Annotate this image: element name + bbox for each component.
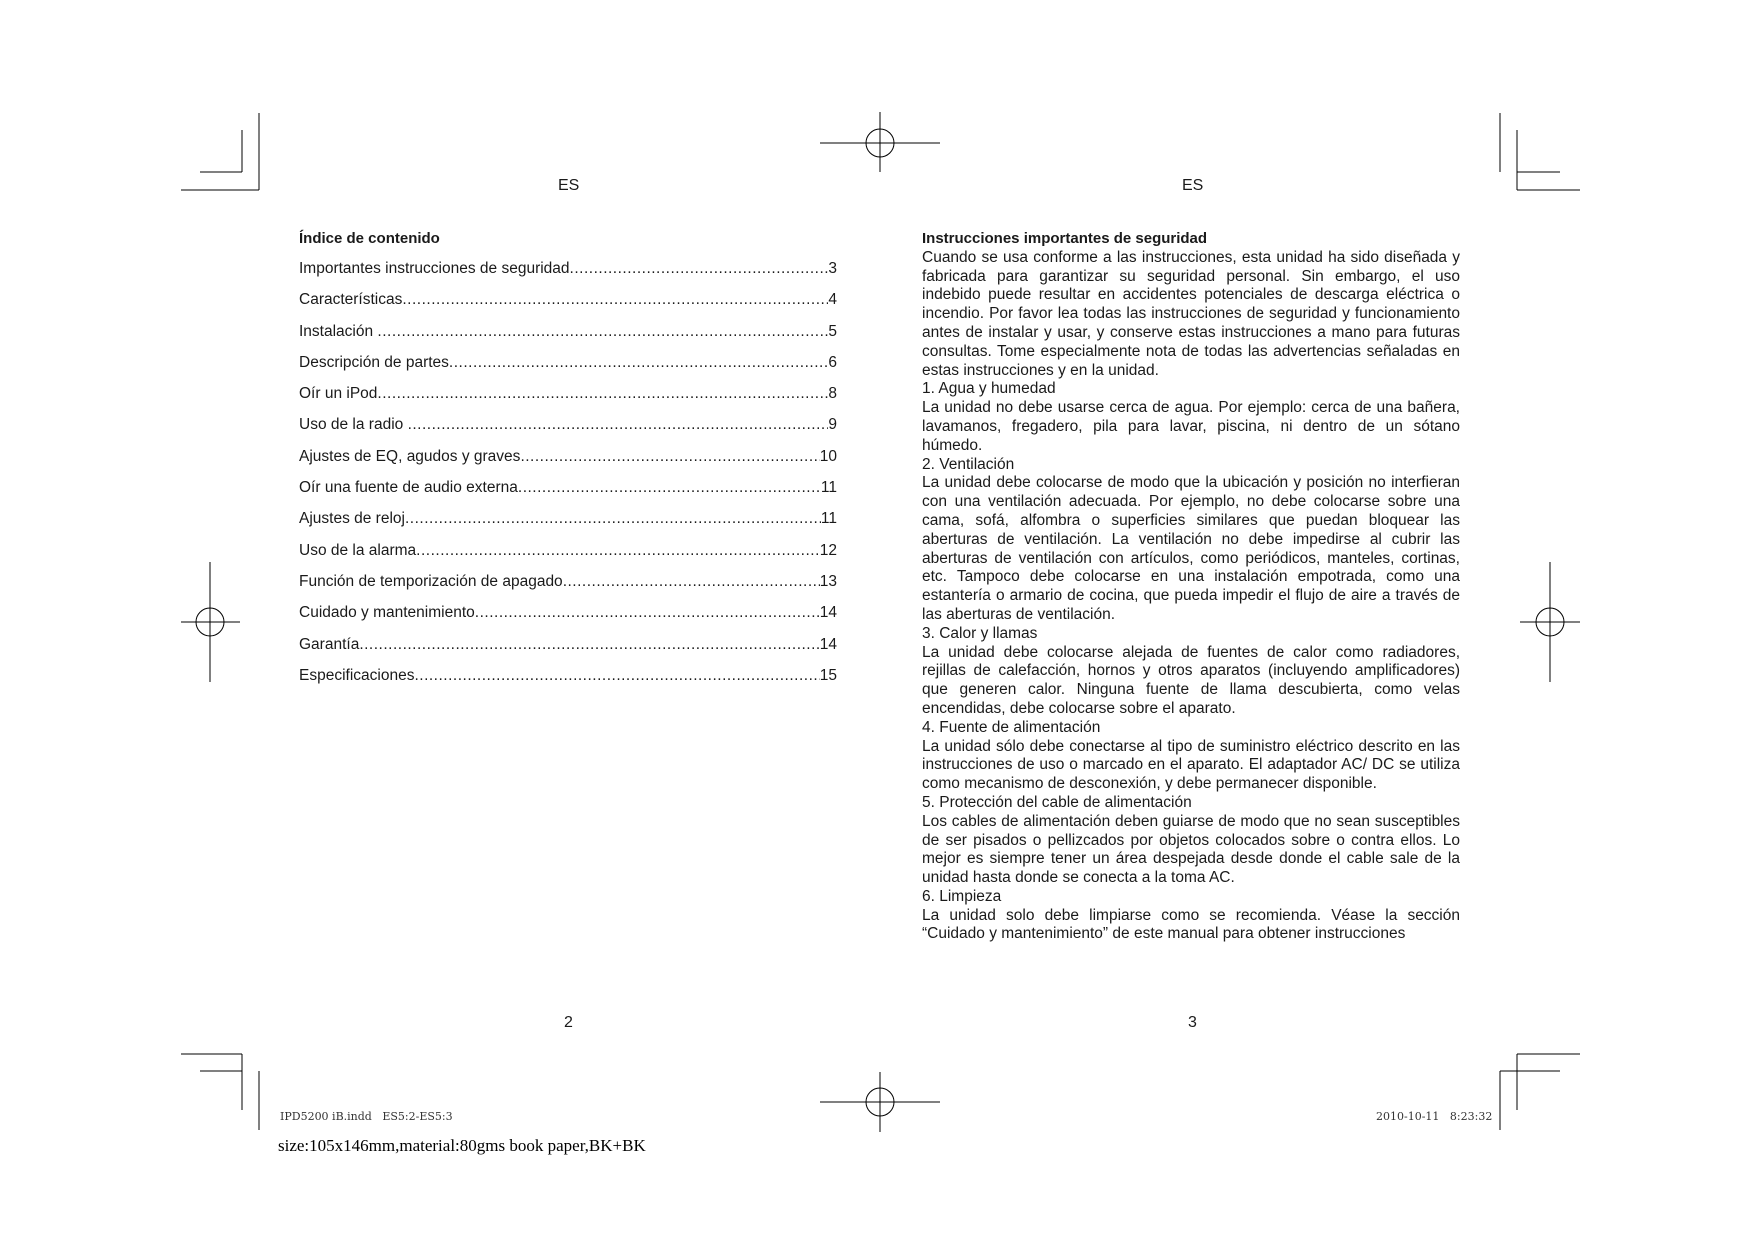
toc-entry-page: 8 [828,385,837,403]
toc-entry-title: Uso de la alarma [299,541,417,559]
toc-leader-dots [377,385,828,403]
toc-entry-title: Importantes instrucciones de seguridad [299,260,570,277]
toc-entry[interactable] [299,385,837,416]
safety-item-body: La unidad debe colocarse de modo que la ubicación y posición no interfieran con una ventilación adecuada. Por ejemplo, no debe colocarse sobre una cama, sofá, alfombra o superficies similares que puedan bloquear las aberturas de ventilación. La ventilación no debe impedirse al cubrir las aberturas de ventilación con artículos, como periódicos, manteles, cortinas, etc. Tampoco debe colocarse en una instalación empotrada, como una estantería o armario de cocina, que pueda impedir el flujo de aire a través de las aberturas de ventilación. [922,474,1460,623]
toc-entry[interactable] [299,323,837,354]
toc-entry-title: Instalación [299,322,378,340]
safety-item-heading: 5. Protección del cable de alimentación [922,793,1192,811]
toc-leader-dots [359,636,819,654]
toc-entry-page: 6 [828,353,837,371]
toc-entry[interactable] [299,573,837,604]
toc-entry-title: Oír una fuente de audio externa [299,479,518,497]
toc-entry-page: 11 [820,479,837,497]
toc-entry-title: Especificaciones [299,666,415,684]
right-page-language: ES [1182,177,1204,194]
toc-entry-title: Ajustes de reloj [299,510,405,528]
toc-entry-page: 12 [819,541,837,559]
toc-leader-dots [405,510,821,528]
safety-item-heading: 2. Ventilación [922,455,1015,473]
toc-entry-title: Ajustes de EQ, agudos y graves [299,447,521,465]
toc-leader-dots [520,448,819,466]
toc-entry-title: Oír un iPod [299,385,378,403]
safety-item-body: La unidad sólo debe conectarse al tipo de suministro eléctrico descrito en las instrucciones de uso o marcado en el aparato. El adaptador AC/ DC se utiliza como mecanismo de desconexión, y debe permanecer disponible. [922,737,1460,793]
toc-entry-page: 4 [828,291,837,309]
toc-entry-page: 14 [819,635,837,653]
toc-entry[interactable] [299,354,837,385]
toc-entry[interactable] [299,636,837,667]
toc-entry-title: Garantía [299,635,360,653]
toc-entry-page: 14 [819,604,837,622]
safety-item-body: La unidad no debe usarse cerca de agua. Por ejemplo: cerca de una bañera, lavamanos, fregadero, pila para lavar, piscina, ni dentro de un sótano húmedo. [922,399,1460,454]
slug-timestamp: 2010-10-11 8:23:32 [1376,1110,1493,1123]
right-page-number: 3 [1188,1014,1197,1031]
toc-entry[interactable] [299,542,837,573]
toc-entry[interactable] [299,291,837,322]
safety-intro: Cuando se usa conforme a las instrucciones, esta unidad ha sido diseñada y fabricada para garantizar su seguridad personal. Sin embargo, el uso indebido puede resultar en accidentes potenciales de descarga eléctrica o incendio. Por favor lea todas las instrucciones de seguridad y funcionamiento antes de instalar y usar, y conserve estas instrucciones a mano para futuras consultas. Tome especialmente nota de todas las advertencias señaladas en estas instrucciones y en la unidad. [922,248,1460,379]
safety-section [922,230,1460,944]
toc-entry-page: 5 [828,322,837,340]
toc-entry[interactable] [299,479,837,510]
safety-item-heading: 3. Calor y llamas [922,624,1038,642]
safety-items [922,380,1460,944]
slug-filename: IPD5200 iB.indd ES5:2-ES5:3 [280,1110,453,1123]
toc-entry-title: Características [299,291,403,309]
toc-entry[interactable] [299,260,837,291]
safety-item-body: La unidad debe colocarse alejada de fuentes de calor como radiadores, rejillas de calefacción, hornos y otros aparatos (incluyendo amplificadores) que generen calor. Ninguna fuente de llama descubierta, como velas encendidas, debe colocarse sobre el aparato. [922,643,1460,717]
toc-leader-dots [563,573,820,591]
toc-entry[interactable] [299,510,837,541]
safety-item-heading: 4. Fuente de alimentación [922,718,1101,736]
toc-leader-dots [449,354,828,372]
toc-entry-page: 9 [828,416,837,434]
toc-entry-title: Cuidado y mantenimiento [299,604,475,622]
toc-entry[interactable] [299,416,837,447]
safety-title: Instrucciones importantes de seguridad [922,230,1208,247]
toc-entry[interactable] [299,667,837,698]
toc-entry-page: 3 [828,260,837,277]
toc-entry-page: 11 [820,510,837,528]
toc-leader-dots [402,291,828,309]
safety-item-body: Los cables de alimentación deben guiarse de modo que no sean susceptibles de ser pisados o pellizcados por objetos colocados sobre o contra ellos. Lo mejor es siempre tener un área despejada desde donde el cable sale de la unidad hasta donde se conecta a la toma AC. [922,812,1460,887]
table-of-contents [299,260,837,698]
toc-leader-dots [570,260,829,278]
left-page-language: ES [558,177,580,194]
safety-item-body: La unidad solo debe limpiarse como se recomienda. Véase la sección “Cuidado y mantenimiento” de este manual para obtener instrucciones [922,906,1460,943]
toc-entry-title: Función de temporización de apagado [299,572,563,590]
toc-leader-dots [416,542,820,560]
left-page-number: 2 [564,1014,573,1031]
safety-item-heading: 6. Limpieza [922,887,1002,905]
toc-entry-page: 10 [819,447,837,465]
toc-entry[interactable] [299,448,837,479]
toc-entry-page: 15 [819,666,837,684]
toc-entry[interactable] [299,604,837,635]
toc-entry-title: Descripción de partes [299,353,449,371]
print-spec-note: size:105x146mm,material:80gms book paper,BK+BK [278,1136,646,1155]
toc-entry-page: 13 [819,572,837,590]
safety-item-heading: 1. Agua y humedad [922,380,1056,398]
toc-leader-dots [475,604,820,622]
toc-leader-dots [408,416,829,434]
toc-leader-dots [377,323,828,341]
toc-title: Índice de contenido [299,230,440,247]
toc-leader-dots [414,667,819,685]
toc-entry-title: Uso de la radio [299,416,408,434]
toc-leader-dots [518,479,821,497]
